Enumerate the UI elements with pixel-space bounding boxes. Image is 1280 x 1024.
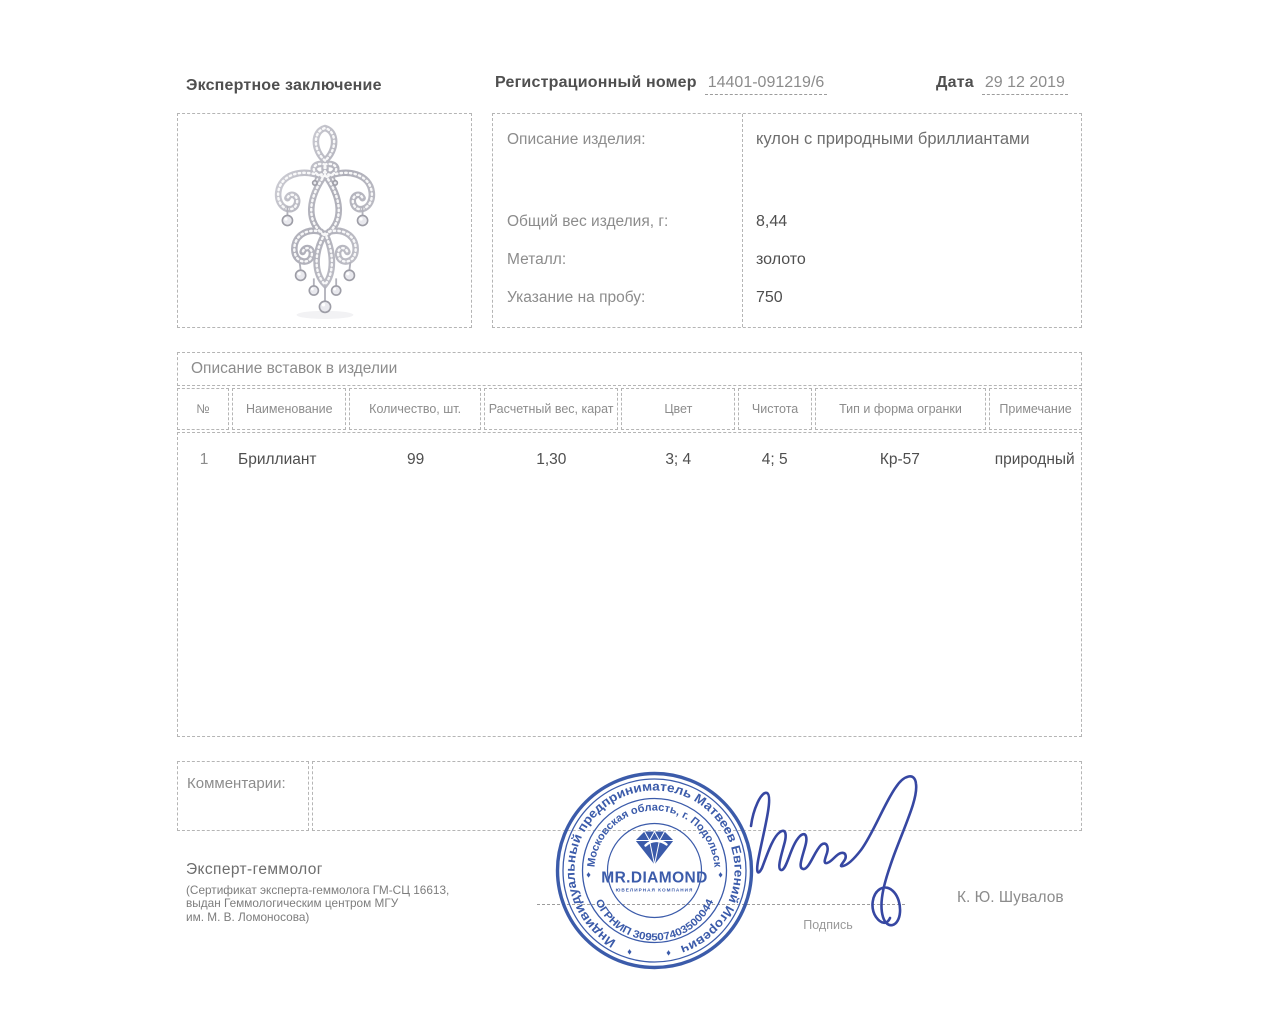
product-details-box xyxy=(492,113,1082,328)
col-color: Цвет xyxy=(621,388,735,430)
col-clarity: Чистота xyxy=(738,388,811,430)
registration-number-value: 14401-091219/6 xyxy=(705,74,828,95)
expert-block xyxy=(186,861,449,924)
stamp-ogrnip-text: ОГРНИП 309507403500044 xyxy=(592,897,717,944)
expert-name: К. Ю. Шувалов xyxy=(957,889,1064,906)
row-clarity: 4; 5 xyxy=(761,451,788,468)
col-note: Примечание xyxy=(989,388,1082,430)
product-photo-box xyxy=(177,113,472,328)
field-label-hallmark: Указание на пробу: xyxy=(507,289,646,306)
comments-label: Комментарии: xyxy=(187,775,286,792)
signature-caption: Подпись xyxy=(803,918,853,932)
field-label-metal: Металл: xyxy=(507,251,567,268)
details-column-divider xyxy=(742,114,743,327)
diamond-pendant-image xyxy=(269,122,381,320)
row-weight: 1,30 xyxy=(536,451,567,468)
field-label-weight: Общий вес изделия, г: xyxy=(507,213,669,230)
diamond-logo-icon xyxy=(636,832,674,865)
document-date xyxy=(936,74,1068,95)
diamond-separator-icon: ♦ xyxy=(718,869,723,880)
col-cut: Тип и форма огранки xyxy=(815,388,986,430)
stamp-brand: MR.DIAMOND xyxy=(601,869,708,887)
table-row xyxy=(178,433,1081,470)
stamp-outer-text: Индивидуальный предприниматель Матвеев Евгений Игоревич xyxy=(563,779,746,957)
comments-label-box xyxy=(177,761,309,831)
col-name: Наименование xyxy=(232,388,346,430)
field-label-description: Описание изделия: xyxy=(507,131,646,148)
field-value-metal: золото xyxy=(756,251,806,268)
field-value-description: кулон с природными бриллиантами xyxy=(756,130,1030,148)
expert-role: Эксперт-геммолог xyxy=(186,861,323,878)
diamond-separator-icon: ♦ xyxy=(586,869,591,880)
stamp-region-text: Московская область, г. Подольск xyxy=(585,801,724,868)
field-value-weight: 8,44 xyxy=(756,213,788,230)
date-label: Дата xyxy=(936,74,974,91)
inserts-table-body xyxy=(177,432,1082,737)
row-color: 3; 4 xyxy=(665,451,692,468)
row-note: природный xyxy=(994,451,1075,468)
registration-number-label: Регистрационный номер xyxy=(495,74,697,91)
registration-number xyxy=(495,74,827,95)
diamond-separator-icon: ♦ xyxy=(666,947,671,958)
company-stamp xyxy=(550,766,759,975)
col-quantity: Количество, шт. xyxy=(349,388,481,430)
certificate-line-3: им. М. В. Ломоносова) xyxy=(186,909,310,924)
inserts-table-header xyxy=(177,388,1082,430)
handwritten-signature xyxy=(735,762,970,952)
certificate-line-2: выдан Геммологическим центром МГУ xyxy=(186,896,399,911)
date-value: 29 12 2019 xyxy=(982,74,1068,95)
row-quantity: 99 xyxy=(406,451,425,468)
row-cut: Кр-57 xyxy=(879,451,920,468)
inserts-section-title: Описание вставок в изделии xyxy=(191,360,398,377)
row-name: Бриллиант xyxy=(238,451,317,468)
diamond-separator-icon: ♦ xyxy=(627,946,632,957)
certificate-line-1: (Сертификат эксперта-геммолога ГМ-СЦ 16613, xyxy=(186,883,450,897)
document-title: Экспертное заключение xyxy=(186,77,382,94)
stamp-brand-subtitle: ЮВЕЛИРНАЯ КОМПАНИЯ xyxy=(615,887,694,893)
field-value-hallmark: 750 xyxy=(756,289,783,306)
inserts-section-title-box xyxy=(177,352,1082,386)
row-number: 1 xyxy=(199,451,209,468)
col-number: № xyxy=(177,388,229,430)
col-weight: Расчетный вес, карат xyxy=(484,388,618,430)
